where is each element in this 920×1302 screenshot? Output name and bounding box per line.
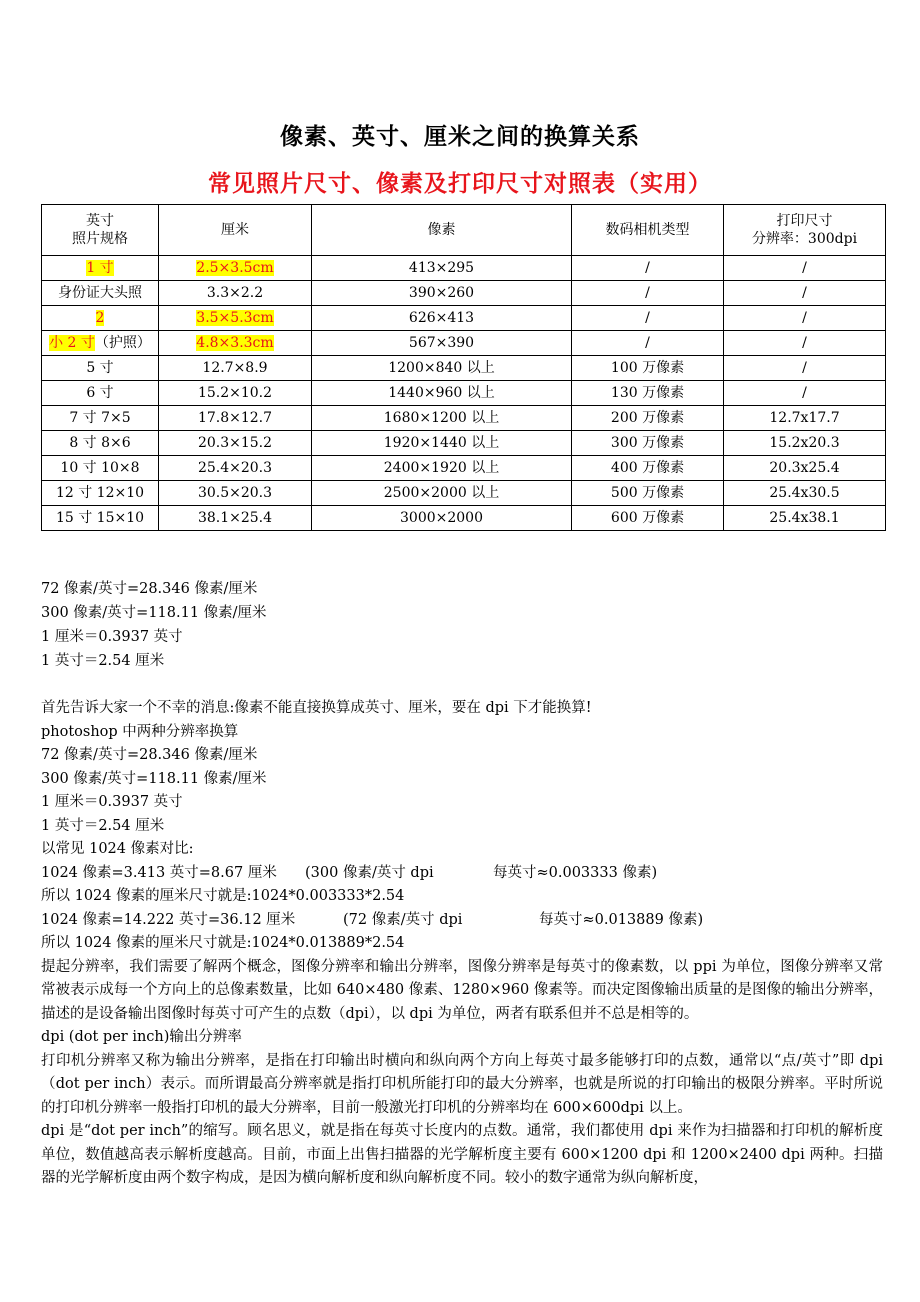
table-row [42, 306, 886, 331]
body-paragraph: 1 厘米＝0.3937 英寸 [41, 794, 183, 810]
cell-spec: 6 寸 [42, 381, 159, 406]
cell-pixels: 2500×2000 以上 [312, 481, 572, 506]
calc-300-per-inch: 每英寸≈0.003333 像素) [493, 864, 658, 881]
photo-size-table [41, 204, 886, 531]
body-paragraph: 1 英寸＝2.54 厘米 [41, 817, 165, 834]
conversion-line: 300 像素/英寸=118.11 像素/厘米 [41, 605, 267, 621]
cell-cm: 12.7×8.9 [159, 356, 312, 381]
calc-72-per-inch: 每英寸≈0.013889 像素) [539, 911, 704, 928]
cell-camera: / [572, 256, 724, 281]
cell-camera: / [572, 331, 724, 356]
body-paragraph: 首先告诉大家一个不幸的消息:像素不能直接换算成英寸、厘米，要在 dpi 下才能换算! [41, 700, 592, 716]
body-paragraph [41, 862, 883, 886]
cell-cm: 17.8×12.7 [159, 406, 312, 431]
cell-spec [42, 306, 159, 331]
body-paragraph: 所以 1024 像素的厘米尺寸就是:1024*0.013889*2.54 [41, 935, 405, 951]
cell-print: 20.3x25.4 [724, 456, 886, 481]
conversion-list [41, 577, 267, 673]
cell-print: 25.4x38.1 [724, 506, 886, 531]
cell-camera: 130 万像素 [572, 381, 724, 406]
cell-spec: 15 寸 15×10 [42, 506, 159, 531]
conversion-line: 1 厘米＝0.3937 英寸 [41, 629, 183, 645]
header-spec-line2: 照片规格 [72, 231, 128, 247]
cell-print: / [724, 306, 886, 331]
page-title: 像素、英寸、厘米之间的换算关系 [280, 123, 640, 150]
cell-cm: 3.3×2.2 [159, 281, 312, 306]
cell-pixels: 567×390 [312, 331, 572, 356]
cell-pixels: 626×413 [312, 306, 572, 331]
conversion-line: 1 英寸＝2.54 厘米 [41, 653, 165, 669]
cell-spec-suffix: （护照） [94, 335, 151, 351]
body-paragraph: 提起分辨率，我们需要了解两个概念，图像分辨率和输出分辨率，图像分辨率是每英寸的像素数，以 ppi 为单位，图像分辨率又常常被表示成每一个方向上的总像素数量，比如 640×480 像素、1280×960 像素等。而决定图像输出质量的是图像的输出分辨率，描述的是设备输出图像时每英寸可产生的点数（dpi），以 dpi 为单位，两者有联系但并不总是相等的。 [41, 958, 883, 1022]
cell-cm: 30.5×20.3 [159, 481, 312, 506]
header-print [724, 205, 886, 256]
cell-pixels: 1440×960 以上 [312, 381, 572, 406]
header-spec [42, 205, 159, 256]
table-row [42, 481, 886, 506]
cell-spec: 10 寸 10×8 [42, 456, 159, 481]
calc-72-result: 1024 像素=14.222 英寸=36.12 厘米 [41, 911, 296, 928]
body-paragraph: 打印机分辨率又称为输出分辨率，是指在打印输出时横向和纵向两个方向上每英寸最多能够打印的点数，通常以“点/英寸”即 dpi（dot per inch）表示。而所谓最高分辨率就是指打印机所能打印的最大分辨率，也就是所说的打印输出的极限分辨率。平时所说的打印机分辨率一般指打印机的最大分辨率，目前一般激光打印机的分辨率均在 600×600dpi 以上。 [41, 1052, 883, 1116]
cell-cm [159, 306, 312, 331]
calc-300-result: 1024 像素=3.413 英寸=8.67 厘米 [41, 864, 277, 881]
calc-72-dpi: (72 像素/英寸 dpi [343, 911, 463, 928]
header-cm: 厘米 [159, 205, 312, 256]
cell-pixels: 1920×1440 以上 [312, 431, 572, 456]
cell-pixels: 2400×1920 以上 [312, 456, 572, 481]
header-pixels: 像素 [312, 205, 572, 256]
cell-print: / [724, 331, 886, 356]
body-paragraph: photoshop 中两种分辨率换算 [41, 723, 239, 740]
header-camera: 数码相机类型 [572, 205, 724, 256]
cell-camera: / [572, 306, 724, 331]
cell-camera: 200 万像素 [572, 406, 724, 431]
body-paragraph: 所以 1024 像素的厘米尺寸就是:1024*0.003333*2.54 [41, 888, 405, 904]
cell-pixels: 1680×1200 以上 [312, 406, 572, 431]
table-header-row [42, 205, 886, 256]
cell-spec: 8 寸 8×6 [42, 431, 159, 456]
table-row [42, 381, 886, 406]
body-paragraph: dpi (dot per inch)输出分辨率 [41, 1029, 242, 1045]
body-paragraph: 以常见 1024 像素对比: [41, 841, 194, 857]
table-row [42, 431, 886, 456]
table-row [42, 256, 886, 281]
cell-spec-highlight: 2 [95, 310, 105, 326]
table-row [42, 406, 886, 431]
cell-spec [42, 256, 159, 281]
cell-spec-highlight: 小 2 寸 [49, 335, 95, 351]
cell-print: / [724, 256, 886, 281]
cell-cm-highlight: 4.8×3.3cm [196, 335, 274, 351]
cell-cm-highlight: 3.5×5.3cm [196, 310, 274, 326]
calc-300-dpi: (300 像素/英寸 dpi [305, 864, 434, 881]
cell-spec: 5 寸 [42, 356, 159, 381]
body-paragraph: 72 像素/英寸=28.346 像素/厘米 [41, 747, 258, 763]
header-print-line2: 分辨率：300dpi [751, 231, 858, 247]
body-paragraph: 300 像素/英寸=118.11 像素/厘米 [41, 770, 267, 787]
cell-cm: 38.1×25.4 [159, 506, 312, 531]
cell-print: 25.4x30.5 [724, 481, 886, 506]
header-spec-line1: 英寸 [86, 213, 114, 229]
body-paragraph: dpi 是“dot per inch”的缩写。顾名思义，就是指在每英寸长度内的点数。通常，我们都使用 dpi 来作为扫描器和打印机的解析度单位，数值越高表示解析度越高。目前，市面上出售扫描器的光学解析度主要有 600×1200 dpi 和 1200×2400 dpi 两种。扫描器的光学解析度由两个数字构成，是因为横向解析度和纵向解析度不同。较小的数字通常为纵向解析度， [41, 1123, 883, 1186]
cell-camera: 500 万像素 [572, 481, 724, 506]
cell-spec [42, 331, 159, 356]
cell-cm: 15.2×10.2 [159, 381, 312, 406]
body-paragraph [41, 909, 883, 933]
table-row [42, 331, 886, 356]
cell-pixels: 1200×840 以上 [312, 356, 572, 381]
cell-camera: 400 万像素 [572, 456, 724, 481]
cell-cm: 25.4×20.3 [159, 456, 312, 481]
table-subtitle: 常见照片尺寸、像素及打印尺寸对照表（实用） [208, 170, 712, 197]
cell-cm-highlight: 2.5×3.5cm [196, 260, 274, 276]
cell-camera: / [572, 281, 724, 306]
header-print-line1: 打印尺寸 [776, 213, 833, 229]
cell-pixels: 413×295 [312, 256, 572, 281]
cell-print: / [724, 281, 886, 306]
cell-camera: 600 万像素 [572, 506, 724, 531]
cell-camera: 300 万像素 [572, 431, 724, 456]
cell-camera: 100 万像素 [572, 356, 724, 381]
cell-spec: 7 寸 7×5 [42, 406, 159, 431]
table-row [42, 281, 886, 306]
cell-pixels: 3000×2000 [312, 506, 572, 531]
cell-pixels: 390×260 [312, 281, 572, 306]
conversion-line: 72 像素/英寸=28.346 像素/厘米 [41, 581, 258, 597]
cell-cm [159, 256, 312, 281]
cell-print: / [724, 356, 886, 381]
table-row [42, 456, 886, 481]
cell-cm: 20.3×15.2 [159, 431, 312, 456]
cell-print: 12.7x17.7 [724, 406, 886, 431]
cell-spec: 身份证大头照 [42, 281, 159, 306]
cell-print: 15.2x20.3 [724, 431, 886, 456]
table-row [42, 356, 886, 381]
cell-print: / [724, 381, 886, 406]
table-row [42, 506, 886, 531]
cell-cm [159, 331, 312, 356]
cell-spec-highlight: 1 寸 [86, 260, 114, 276]
body-text [41, 697, 883, 1191]
cell-spec: 12 寸 12×10 [42, 481, 159, 506]
